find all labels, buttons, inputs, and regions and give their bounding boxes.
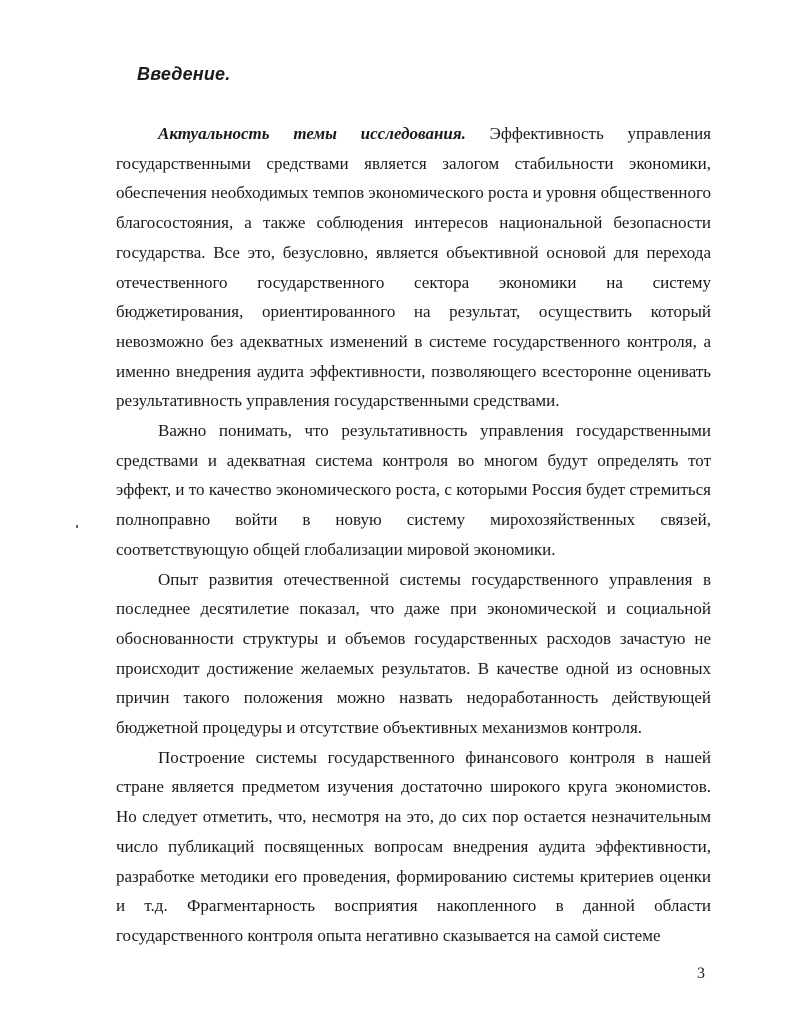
paragraph: Построение системы государственного финансового контроля в нашей стране является предметом изучения достаточно широкого круга экономистов. Но следует отметить, что, несмотря на это, до сих пор остается незначительным число публикаций посвященных вопросам внедрения аудита эффективности, разработке методики его проведения, формированию системы критериев оценки и т.д. Фрагментарность восприятия накопленного в данной области государственного контроля опыта негативно сказывается на самой системе [116, 747, 711, 945]
body-text [116, 119, 711, 951]
paragraph-relevance [116, 119, 711, 416]
page-number: 3 [697, 965, 705, 982]
paragraph-text: Эффективность управления государственными средствами является залогом стабильности экономики, обеспечения необходимых темпов экономического роста и уровня общественного благосостояния, а также соблюдения интересов национальной безопасности государства. Все это, безусловно, является объективной основой для перехода отечественного государственного сектора экономики на систему бюджетирования, ориентированного на результат, осуществить который невозможно без адекватных изменений в системе государственного контроля, а именно внедрения аудита эффективности, позволяющего всесторонне оценивать результативность управления государственными средствами. [116, 124, 711, 411]
section-heading: Введение. [137, 64, 231, 84]
paragraph-lead: Актуальность темы исследования. [158, 124, 466, 143]
paragraph: Опыт развития отечественной системы государственного управления в последнее десятилетие показал, что даже при экономической и социальной обоснованности структуры и объемов государственных расходов зачастую не происходит достижение желаемых результатов. В качестве одной из основных причин такого положения можно назвать недоработанность действующей бюджетной процедуры и отсутствие объективных механизмов контроля. [116, 569, 711, 738]
scan-speck [76, 525, 78, 528]
paragraph: Важно понимать, что результативность управления государственными средствами и адекватная система контроля во многом будут определять тот эффект, и то качество экономического роста, с которыми Россия будет стремиться полноправно войти в новую систему мирохозяйственных связей, соответствующую общей глобализации мировой экономики. [116, 421, 711, 559]
